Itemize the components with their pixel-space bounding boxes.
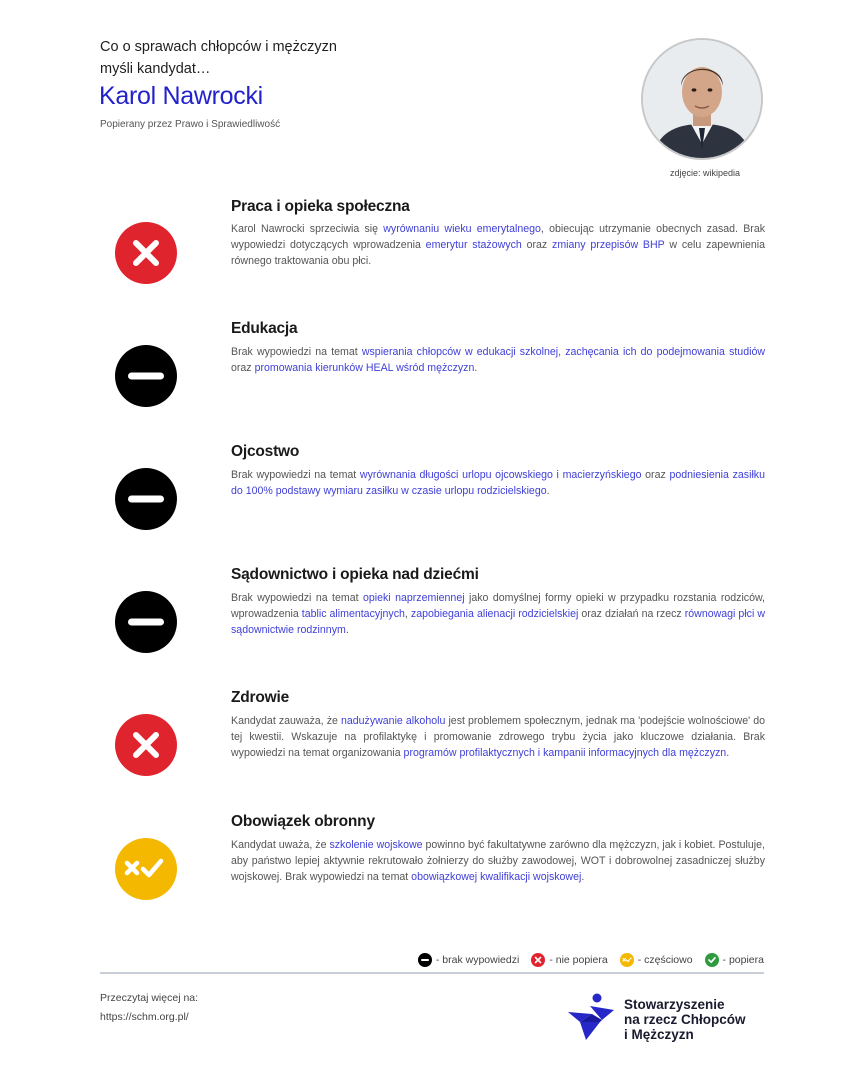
link-shared-custody[interactable]: opieki naprzemiennej xyxy=(362,592,465,604)
link-parental-alienation[interactable]: zapobiegania alienacji rodzicielskiej xyxy=(410,608,579,621)
section-text-fatherhood: Brak wypowiedzi na temat wyrównania długości urlopu ojcowskiego i macierzyńskiego oraz podniesienia zasiłku do 100% podstawy wymiaru zasiłku w czasie urlopu rodzicielskiego. xyxy=(231,469,765,498)
section-title-fatherhood: Ojcostwo xyxy=(231,443,300,460)
legend-support: - popiera xyxy=(705,953,764,967)
minus-circle-icon xyxy=(114,590,178,654)
link-bhp[interactable]: zmiany przepisów BHP xyxy=(552,239,665,252)
footer-divider xyxy=(100,972,764,974)
legend-no-statement: - brak wypowiedzi xyxy=(418,953,519,967)
website-link[interactable]: https://schm.org.pl/ xyxy=(100,1011,189,1023)
legend xyxy=(406,953,764,967)
link-seniority-pensions[interactable]: emerytur stażowych xyxy=(425,239,522,252)
link-military-training[interactable]: szkolenie wojskowe xyxy=(329,839,423,851)
org-logo xyxy=(566,992,774,1042)
link-gender-balance[interactable]: równowagi płci w sądownictwie rodzinnym xyxy=(231,608,766,637)
minus-circle-icon xyxy=(114,467,178,531)
section-text-judiciary: Brak wypowiedzi na temat opieki naprzemiennej jako domyślnej formy opieki w przypadku rozstania rodziców, wprowadzenia tablic alimentacyjnych, zapobiegania alienacji rodzicielskiej oraz działań na rzecz równowagi płci w sądownictwie rodzinnym. xyxy=(231,592,766,637)
link-alimony-tables[interactable]: tablic alimentacyjnych xyxy=(301,608,405,621)
link-military-qualification[interactable]: obowiązkowej kwalifikacji wojskowej xyxy=(411,871,582,884)
partial-circle-icon xyxy=(620,953,634,967)
link-school-support[interactable]: wspierania chłopców w edukacji szkolnej xyxy=(361,346,559,358)
link-parental-leave[interactable]: wyrównania długości urlopu ojcowskiego i macierzyńskiego xyxy=(359,469,642,481)
section-title-work: Praca i opieka społeczna xyxy=(231,198,410,215)
minus-circle-icon xyxy=(114,344,178,408)
legend-partial: - częściowo xyxy=(620,953,693,967)
link-studies[interactable]: zachęcania ich do podejmowania studiów xyxy=(565,346,765,358)
minus-circle-icon xyxy=(418,953,432,967)
x-circle-icon xyxy=(114,221,178,285)
link-allowance[interactable]: podniesienia zasiłku do 100% podstawy wymiaru zasiłku w czasie urlopu rodzicielskiego xyxy=(231,469,765,498)
link-retirement-age[interactable]: wyrównaniu wieku emerytalnego xyxy=(383,223,541,235)
legend-not-support: - nie popiera xyxy=(531,953,607,967)
section-text-health: Kandydat zauważa, że nadużywanie alkoholu jest problemem społecznym, jednak ma 'podejście wolnościowe' do tej kwestii. Wskazuje na profilaktykę i promowanie zdrowego trybu życia jako kluczowe działania. Brak wypowiedzi na temat organizowania programów profilaktycznych i kampanii informacyjnych dla mężczyzn. xyxy=(231,715,765,760)
link-alcohol-abuse[interactable]: nadużywanie alkoholu xyxy=(340,715,446,727)
partial-circle-icon xyxy=(114,837,178,901)
x-circle-icon xyxy=(114,713,178,777)
section-title-judiciary: Sądownictwo i opieka nad dziećmi xyxy=(231,566,479,583)
section-text-education: Brak wypowiedzi na temat wspierania chłopców w edukacji szkolnej, zachęcania ich do podejmowania studiów oraz promowania kierunków HEAL wśród mężczyzn. xyxy=(231,346,765,375)
read-more-label: Przeczytaj więcej na: xyxy=(100,992,199,1004)
section-title-defense: Obowiązek obronny xyxy=(231,813,375,830)
check-circle-icon xyxy=(705,953,719,967)
section-title-health: Zdrowie xyxy=(231,689,290,706)
x-circle-icon xyxy=(531,953,545,967)
link-heal[interactable]: promowania kierunków HEAL wśród mężczyzn xyxy=(254,362,475,375)
org-emblem-icon xyxy=(566,992,616,1042)
candidate-photo xyxy=(641,38,763,160)
header-question: Co o sprawach chłopców i mężczyzn myśli kandydat… xyxy=(100,39,337,77)
candidate-name: Karol Nawrocki xyxy=(99,82,263,110)
photo-caption: zdjęcie: wikipedia xyxy=(669,168,741,178)
section-text-work: Karol Nawrocki sprzeciwia się wyrównaniu wieku emerytalnego, obiecując utrzymanie obecnych zasad. Brak wypowiedzi dotyczących wprowadzenia emerytur stażowych oraz zmiany przepisów BHP w celu zapewnienia równego traktowania obu płci. xyxy=(231,223,766,268)
link-prevention-programs[interactable]: programów profilaktycznych i kampanii informacyjnych dla mężczyzn xyxy=(403,747,727,760)
section-text-defense: Kandydat uważa, że szkolenie wojskowe powinno być fakultatywne zarówno dla mężczyzn, jak i kobiet. Postuluje, aby państwo lepiej aktywnie rekrutowało żołnierzy do służby zawodowej, WOT i dobrowolnej zasadniczej służby wojskowej. Brak wypowiedzi na temat obowiązkowej kwalifikacji wojskowej. xyxy=(231,839,765,884)
section-title-education: Edukacja xyxy=(231,320,298,337)
candidate-support: Popierany przez Prawo i Sprawiedliwość xyxy=(100,119,281,130)
org-name: Stowarzyszenie na rzecz Chłopców i Mężczyzn xyxy=(624,997,746,1042)
